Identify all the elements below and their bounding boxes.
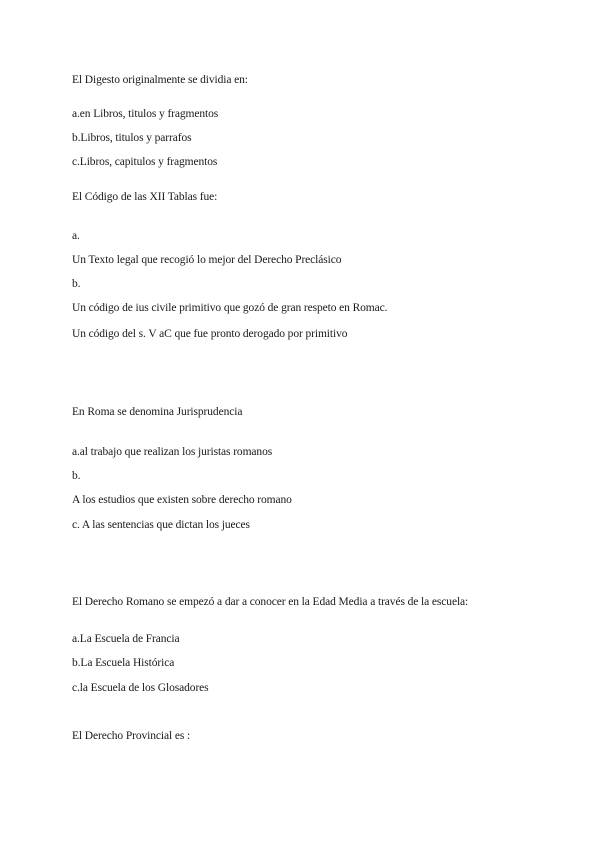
question-2-option-b-text: Un código de ius civile primitivo que gozó de gran respeto en Romac. — [72, 302, 388, 314]
question-3-prompt: En Roma se denomina Jurisprudencia — [72, 406, 243, 418]
question-2-prompt: El Código de las XII Tablas fue: — [72, 191, 218, 203]
question-3-option-a: a.al trabajo que realizan los juristas romanos — [72, 446, 273, 458]
question-2-option-b-label: b. — [72, 278, 81, 290]
question-4-option-a: a.La Escuela de Francia — [72, 633, 180, 645]
question-5-prompt: El Derecho Provincial es : — [72, 730, 191, 742]
question-1-option-a: a.en Libros, titulos y fragmentos — [72, 108, 219, 120]
question-3-option-b-label: b. — [72, 470, 81, 482]
question-4-option-b: b.La Escuela Histórica — [72, 657, 175, 669]
question-4-prompt: El Derecho Romano se empezó a dar a conocer en la Edad Media a través de la escuela: — [72, 596, 469, 608]
question-2-option-a-label: a. — [72, 230, 80, 242]
question-2-option-a-text: Un Texto legal que recogió lo mejor del Derecho Preclásico — [72, 254, 342, 266]
question-1-option-c: c.Libros, capitulos y fragmentos — [72, 156, 218, 168]
question-4-option-c: c.la Escuela de los Glosadores — [72, 682, 209, 694]
question-1-option-b: b.Libros, titulos y parrafos — [72, 132, 192, 144]
question-2-option-c-text: Un código del s. V aC que fue pronto derogado por primitivo — [72, 328, 348, 340]
question-3-option-c: c. A las sentencias que dictan los jueces — [72, 519, 250, 531]
question-3-option-b-text: A los estudios que existen sobre derecho romano — [72, 494, 292, 506]
question-1-prompt: El Digesto originalmente se dividia en: — [72, 74, 248, 86]
